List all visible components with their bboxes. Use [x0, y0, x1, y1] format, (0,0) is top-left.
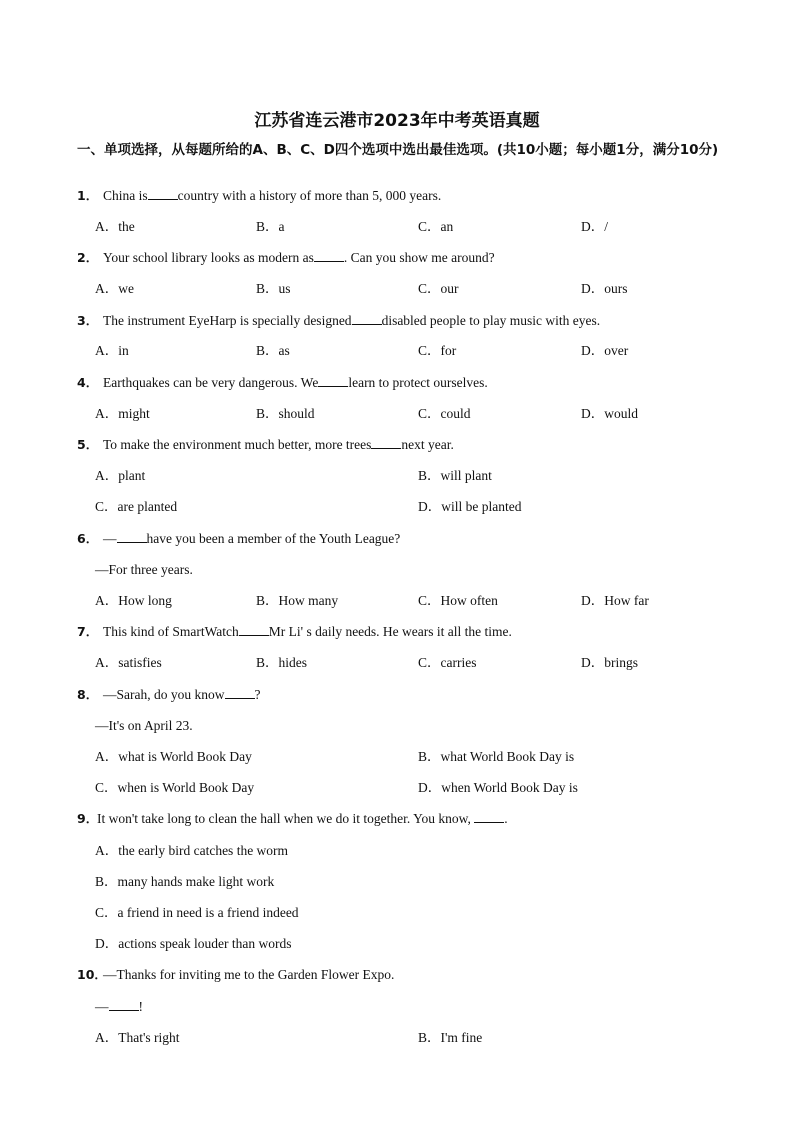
- option-b: B．will plant: [418, 468, 492, 483]
- option-a: A．That's right: [95, 1030, 180, 1045]
- option-d: D．when World Book Day is: [418, 780, 578, 795]
- option-a: A．How long: [95, 593, 172, 608]
- option-b: B．hides: [256, 655, 308, 670]
- option-d: D．will be planted: [418, 499, 522, 514]
- question-8-reply: —It's on April 23.: [95, 718, 193, 733]
- answer-blank: [371, 435, 401, 449]
- question-5: 5． To make the environment much better, more trees next year.: [77, 437, 454, 452]
- option-c: C．an: [418, 219, 454, 234]
- question-8: 8． —Sarah, do you know ?: [77, 687, 261, 702]
- option-b: B．what World Book Day is: [418, 749, 575, 764]
- option-d: D．How far: [581, 593, 649, 608]
- option-d: D．ours: [581, 281, 628, 296]
- option-b: B．a: [256, 219, 285, 234]
- option-c: C．How often: [418, 593, 498, 608]
- answer-blank: [352, 311, 382, 325]
- answer-blank: [318, 373, 348, 387]
- option-b: B．us: [256, 281, 291, 296]
- option-a: A．what is World Book Day: [95, 749, 252, 764]
- question-2: 2． Your school library looks as modern as . Can you show me around?: [77, 250, 495, 265]
- option-c: C．when is World Book Day: [95, 780, 255, 795]
- section-heading: 一、单项选择，从每题所给的A、B、C、D四个选项中选出最佳选项。(共10小题；每小题1分，满分10分): [77, 142, 719, 158]
- answer-blank: [117, 529, 147, 543]
- option-d: D．brings: [581, 655, 638, 670]
- option-a: A．we: [95, 281, 134, 296]
- question-6-reply: —For three years.: [95, 562, 193, 577]
- option-c: C．are planted: [95, 499, 178, 514]
- question-1: 1． China is country with a history of more than 5, 000 years.: [77, 188, 442, 203]
- option-a: A．might: [95, 406, 150, 421]
- question-4: 4． Earthquakes can be very dangerous. We learn to protect ourselves.: [77, 375, 488, 390]
- answer-blank: [474, 809, 504, 823]
- option-b: B．many hands make light work: [95, 874, 275, 889]
- option-a: A．the: [95, 219, 135, 234]
- answer-blank: [148, 186, 178, 200]
- option-b: B．I'm fine: [418, 1030, 483, 1045]
- option-b: B．as: [256, 343, 290, 358]
- answer-blank: [239, 622, 269, 636]
- option-a: A．satisfies: [95, 655, 162, 670]
- page-title: 江苏省连云港市2023年中考英语真题: [254, 111, 540, 131]
- option-d: D．would: [581, 406, 638, 421]
- question-10-reply: — !: [95, 999, 143, 1014]
- option-d: D．actions speak louder than words: [95, 936, 292, 951]
- answer-blank: [225, 685, 255, 699]
- option-a: A．in: [95, 343, 129, 358]
- option-d: D．/: [581, 219, 608, 234]
- option-c: C．carries: [418, 655, 477, 670]
- question-3: 3． The instrument EyeHarp is specially designed disabled people to play music with eyes.: [77, 313, 601, 328]
- option-a: A．plant: [95, 468, 146, 483]
- question-6: 6． — have you been a member of the Youth League?: [77, 531, 401, 546]
- answer-blank: [314, 248, 344, 262]
- option-a: A．the early bird catches the worm: [95, 843, 289, 858]
- option-d: D．over: [581, 343, 629, 358]
- option-c: C．our: [418, 281, 459, 296]
- option-c: C．could: [418, 406, 471, 421]
- option-c: C．a friend in need is a friend indeed: [95, 905, 299, 920]
- answer-blank: [109, 997, 139, 1011]
- question-9: 9．It won't take long to clean the hall when we do it together. You know, .: [77, 811, 508, 826]
- question-7: 7． This kind of SmartWatch Mr Li' s daily needs. He wears it all the time.: [77, 624, 512, 639]
- option-c: C．for: [418, 343, 457, 358]
- option-b: B．How many: [256, 593, 339, 608]
- option-b: B．should: [256, 406, 315, 421]
- question-10: 10．—Thanks for inviting me to the Garden Flower Expo.: [77, 967, 395, 982]
